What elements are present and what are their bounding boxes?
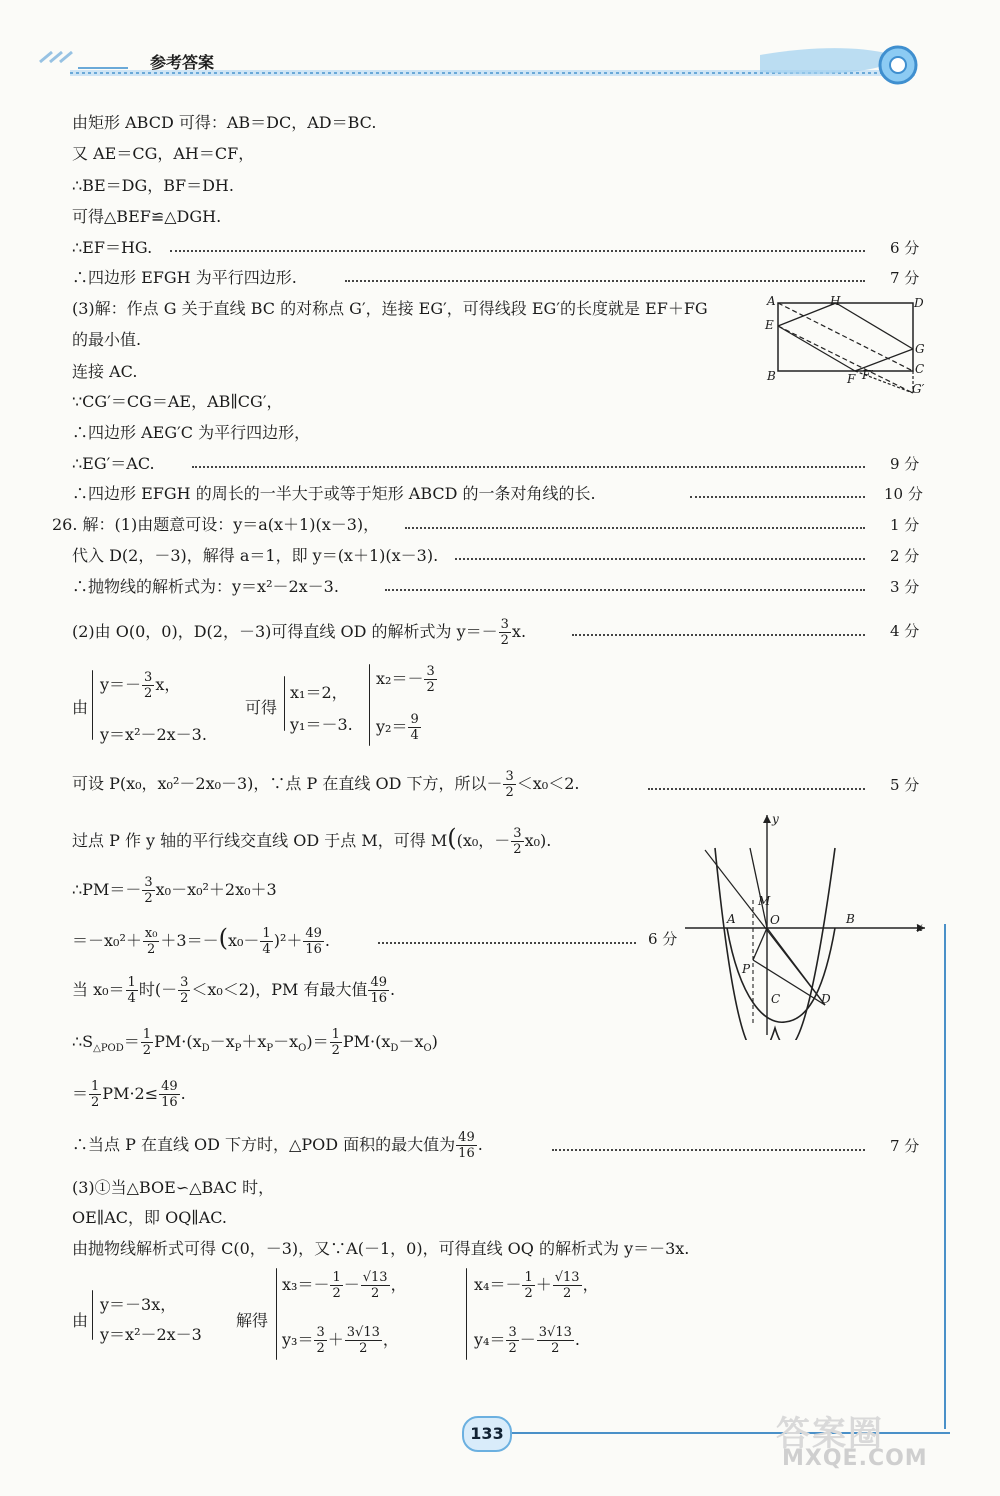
text-span: x，: [155, 675, 181, 694]
text-span: 可设 P(x₀，x₀²－2x₀－3)，∵点 P 在直线 OD 下方，所以－: [72, 774, 503, 793]
watermark-logo: 答案圈: [776, 1414, 884, 1454]
text-line: 由矩形 ABCD 可得：AB＝DC，AD＝BC.: [72, 113, 377, 132]
numerator: √13: [554, 1270, 580, 1285]
text-line: 又 AE＝CG，AH＝CF，: [72, 144, 255, 163]
fig1-label-A: A: [767, 294, 776, 308]
equation: y₁＝－3.: [290, 715, 353, 734]
text-line: [72, 1127, 483, 1163]
numerator: 3: [508, 1325, 517, 1340]
text-span: －x: [273, 1032, 299, 1051]
numerator: 3: [180, 975, 189, 990]
numerator: 1: [331, 1027, 340, 1042]
fig2-label-A: A: [727, 912, 736, 926]
dot-leader: [690, 496, 865, 498]
score-mark: 3 分: [890, 578, 920, 596]
text-span: .: [546, 831, 552, 850]
fraction: [330, 1027, 342, 1058]
text-span: y₂＝: [376, 717, 408, 736]
text-span: y＝－: [100, 675, 142, 694]
dot-leader: [170, 250, 865, 252]
fraction: [141, 1027, 153, 1058]
fig1-label-C: C: [915, 362, 925, 376]
comma: ，: [582, 1275, 599, 1294]
numerator: 3√13: [346, 1325, 380, 1340]
text-span: ＋: [327, 1330, 344, 1349]
header-stripes: [40, 52, 72, 62]
fig1-label-F-prime: F′: [862, 368, 874, 382]
text-span: (2)由 O(0，0)，D(2，－3)可得直线 OD 的解析式为 y＝－: [72, 622, 498, 641]
text-line: 由抛物线解析式可得 C(0，－3)，又∵A(－1，0)，可得直线 OQ 的解析式为 y＝－3x.: [72, 1239, 690, 1258]
numerator: 1: [332, 1270, 341, 1285]
equation: y＝－3x，: [100, 1295, 177, 1314]
numerator: 3√13: [538, 1325, 572, 1340]
subscript: P: [266, 1043, 274, 1055]
dot-leader: [345, 280, 865, 282]
denominator: 2: [180, 991, 189, 1006]
denominator: 2: [371, 1286, 380, 1301]
text-span: ∴PM＝－: [72, 880, 142, 899]
fraction: [499, 617, 511, 648]
fraction: [330, 1270, 342, 1301]
text-span: x.: [511, 622, 527, 641]
text-span: (－: [154, 980, 178, 999]
subscript: O: [423, 1043, 432, 1055]
brace: [92, 670, 93, 740]
text-span: .: [180, 1084, 186, 1103]
text-line: (3)①当△BOE∽△BAC 时，: [72, 1178, 275, 1197]
numerator: √13: [362, 1270, 388, 1285]
numerator: 1: [91, 1079, 100, 1094]
score-mark: 6 分: [890, 239, 920, 257]
fraction: [506, 1325, 518, 1356]
text-span: PM·(x: [342, 1032, 391, 1051]
brace: [369, 664, 370, 746]
text-line: ∴BE＝DG，BF＝DH.: [72, 176, 234, 195]
subscript: P: [234, 1043, 242, 1055]
denominator: 2: [144, 686, 153, 701]
numerator: 49: [305, 926, 322, 941]
score-mark: 7 分: [890, 1137, 920, 1155]
denominator: 2: [500, 633, 509, 648]
subscript: △POD: [93, 1043, 124, 1055]
text-line: ∴抛物线的解析式为：y＝x²－2x－3.: [72, 577, 339, 596]
text-span: )²＋: [273, 931, 303, 950]
fraction: [361, 1270, 390, 1301]
brace: [284, 676, 285, 731]
text-span: .: [324, 931, 331, 950]
fig2-label-B: B: [846, 912, 855, 926]
denominator: 2: [332, 1286, 341, 1301]
fraction: [424, 664, 436, 695]
text-line: [72, 972, 395, 1008]
fig2-label-D: D: [821, 992, 831, 1006]
text-line: ∴四边形 EFGH 为平行四边形.: [72, 268, 297, 287]
text-line: [72, 614, 526, 650]
numerator: 3: [513, 826, 522, 841]
fraction: [260, 926, 272, 957]
fraction: [503, 769, 515, 800]
denominator: 2: [142, 1043, 152, 1058]
denominator: 4: [127, 991, 136, 1006]
subscript: D: [201, 1043, 210, 1055]
score-mark: 6 分: [648, 930, 678, 948]
paren: (: [447, 824, 457, 852]
fig1-label-H: H: [830, 294, 841, 308]
equation: [100, 670, 180, 701]
text-line: ∴四边形 AEG′C 为平行四边形，: [72, 423, 311, 442]
denominator: 4: [410, 728, 419, 743]
denominator: 16: [458, 1146, 475, 1161]
equation: [376, 712, 422, 743]
text-span: .: [574, 1330, 580, 1349]
brace: [92, 1290, 93, 1340]
score-mark: 7 分: [890, 269, 920, 287]
fig1-label-E: E: [765, 318, 774, 332]
denominator: 2: [146, 942, 156, 957]
text-span: 时: [138, 980, 155, 999]
text-span: 过点 P 作 y 轴的平行线交直线 OD 于点 M，可得 M: [72, 831, 448, 850]
comma: ，: [390, 1275, 407, 1294]
denominator: 2: [513, 842, 522, 857]
text-span: y₄＝: [474, 1330, 506, 1349]
text-span: ∴S: [72, 1032, 94, 1051]
system-mid: 解得: [236, 1311, 269, 1330]
text-span: ∴当点 P 在直线 OD 下方时，△POD 面积的最大值为: [72, 1135, 456, 1154]
fig1-label-G: G: [915, 342, 925, 356]
numerator: 1: [127, 975, 136, 990]
score-mark: 10 分: [884, 485, 923, 503]
text-span: .: [477, 1135, 483, 1154]
text-line: [72, 920, 330, 959]
fig1-label-B: B: [767, 369, 776, 383]
text-span: －: [519, 1330, 536, 1349]
text-line: ∵CG′＝CG＝AE，AB∥CG′，: [72, 392, 283, 411]
text-line: 代入 D(2，－3)，解得 a＝1，即 y＝(x＋1)(x－3).: [72, 546, 439, 565]
score-mark: 2 分: [890, 547, 920, 565]
watermark-url: MXQE.COM: [782, 1446, 928, 1471]
denominator: 2: [331, 1043, 340, 1058]
dot-leader: [405, 527, 865, 529]
denominator: 2: [524, 1286, 533, 1301]
text-line: OE∥AC，即 OQ∥AC.: [72, 1208, 228, 1227]
system-mid: 可得: [245, 698, 278, 717]
numerator: 3: [500, 617, 509, 632]
text-span: x₄＝－: [474, 1275, 522, 1294]
fraction: [303, 926, 324, 957]
fig2-label-O: O: [770, 913, 780, 927]
text-span: (x₀，－: [456, 831, 511, 850]
text-span: PM·2≤: [102, 1084, 159, 1103]
denominator: 2: [563, 1286, 572, 1301]
text-span: ＜x₀＜2.: [516, 774, 580, 793]
text-span: ): [431, 1032, 438, 1051]
dot-leader: [648, 788, 865, 790]
text-span: x₃＝－: [282, 1275, 330, 1294]
numerator: 3: [426, 664, 435, 679]
fig1-label-D: D: [914, 296, 924, 310]
fraction: [142, 670, 154, 701]
denominator: 2: [316, 1341, 325, 1356]
text-span: －: [343, 1275, 360, 1294]
numerator: 3: [505, 769, 514, 784]
score-mark: 1 分: [890, 516, 920, 534]
denominator: 4: [262, 942, 271, 957]
text-line: [72, 766, 579, 802]
text-span: －x: [398, 1032, 424, 1051]
dot-leader: [572, 634, 865, 636]
text-line: (3)解：作点 G 关于直线 BC 的对称点 G′，连接 EG′，可得线段 EG′的长度就是 EF＋FG: [72, 299, 708, 318]
denominator: 16: [305, 942, 322, 957]
text-span: x₀－x₀²＋2x₀＋3: [155, 880, 277, 899]
denominator: 2: [91, 1095, 100, 1110]
header-title: 参考答案: [150, 53, 215, 72]
text-span: ＜x₀＜2): [191, 980, 256, 999]
fraction: [89, 1079, 101, 1110]
fraction: [368, 975, 389, 1006]
numerator: 49: [161, 1079, 178, 1094]
text-line: 可得△BEF≌△DGH.: [72, 207, 222, 226]
subscript: O: [298, 1043, 307, 1055]
text-span: 当 x₀＝: [72, 980, 125, 999]
fraction: [345, 1325, 382, 1356]
denominator: 2: [505, 785, 514, 800]
numerator: x₀: [144, 926, 158, 941]
text-span: y₃＝: [282, 1330, 314, 1349]
denominator: 2: [508, 1341, 517, 1356]
denominator: 16: [370, 991, 388, 1006]
system-prefix: 由: [72, 1311, 89, 1330]
text-line: 连接 AC.: [72, 362, 138, 381]
equation: [282, 1270, 407, 1301]
denominator: 2: [359, 1341, 368, 1356]
equation: [282, 1325, 399, 1356]
text-span: ＋3＝－: [160, 931, 219, 950]
numerator: 49: [370, 975, 388, 990]
equation: [474, 1325, 580, 1356]
fraction: [159, 1079, 180, 1110]
parabola-figure: [685, 810, 935, 1040]
text-span: ＋x: [241, 1032, 267, 1051]
text-span: ＝: [72, 1084, 89, 1103]
numerator: 9: [410, 712, 419, 727]
text-span: ，PM 有最大值: [255, 980, 368, 999]
text-line: ∴四边形 EFGH 的周长的一半大于或等于矩形 ABCD 的一条对角线的长.: [72, 484, 596, 503]
fig2-label-x: x: [916, 920, 923, 934]
text-line: [72, 872, 277, 908]
dot-leader: [192, 466, 865, 468]
text-line: [72, 1076, 186, 1112]
denominator: 16: [161, 1095, 178, 1110]
rectangle-figure: [760, 293, 935, 403]
dot-leader: [378, 942, 636, 944]
text-line: ∴EF＝HG.: [72, 238, 153, 257]
equation: [474, 1270, 599, 1301]
numerator: 1: [524, 1270, 533, 1285]
text-line: ∴EG′＝AC.: [72, 454, 155, 473]
text-span: PM·(x: [154, 1032, 202, 1051]
text-line: [72, 820, 551, 859]
fraction: [456, 1130, 477, 1161]
brace: [466, 1268, 467, 1360]
fraction: [511, 826, 523, 857]
brace: [276, 1268, 277, 1360]
equation: [376, 664, 438, 695]
equation: y＝x²－2x－3.: [100, 725, 207, 744]
text-line: [72, 1024, 438, 1067]
text-span: ＋: [535, 1275, 552, 1294]
comma: ，: [382, 1330, 399, 1349]
text-span: x₀): [524, 831, 547, 850]
fraction: [142, 875, 154, 906]
fraction: [537, 1325, 574, 1356]
fraction: [314, 1325, 326, 1356]
text-span: )＝: [306, 1032, 329, 1051]
fig2-label-P: P: [742, 962, 751, 976]
margin-rule: [944, 924, 946, 1429]
score-mark: 9 分: [890, 455, 920, 473]
score-mark: 5 分: [890, 776, 920, 794]
numerator: 3: [316, 1325, 325, 1340]
fig1-label-G-prime: G′: [912, 382, 925, 396]
numerator: 1: [262, 926, 271, 941]
numerator: 3: [144, 875, 153, 890]
page-header-banner: [0, 0, 1000, 90]
fraction: [553, 1270, 582, 1301]
system-prefix: 由: [72, 698, 89, 717]
text-span: ＝: [123, 1032, 140, 1051]
fig1-label-F: F: [847, 372, 856, 386]
fraction: [408, 712, 420, 743]
text-span: x₂＝－: [376, 669, 424, 688]
fig2-label-C: C: [771, 992, 781, 1006]
score-mark: 4 分: [890, 622, 920, 640]
text-line: 的最小值.: [72, 330, 142, 349]
text-span: ＝－x₀²＋: [72, 931, 142, 950]
dot-leader: [552, 1149, 865, 1151]
denominator: 2: [426, 680, 435, 695]
page-number: 133: [462, 1416, 512, 1452]
text-span: x₀－: [227, 931, 260, 950]
fraction: [126, 975, 138, 1006]
fraction: [178, 975, 190, 1006]
text-span: －x: [209, 1032, 235, 1051]
equation: y＝x²－2x－3: [100, 1325, 202, 1344]
text-line: 26. 解：(1)由题意可设：y＝a(x＋1)(x－3)，: [52, 515, 380, 534]
numerator: 49: [458, 1130, 475, 1145]
subscript: D: [390, 1043, 399, 1055]
numerator: 1: [142, 1027, 152, 1042]
dot-leader: [385, 589, 865, 591]
fraction: [143, 926, 160, 957]
denominator: 2: [551, 1341, 560, 1356]
paren: (: [218, 924, 228, 952]
equation: x₁＝2，: [290, 683, 348, 702]
denominator: 2: [144, 891, 153, 906]
fig2-label-M: M: [758, 894, 771, 908]
text-span: .: [390, 980, 396, 999]
dot-leader: [455, 558, 865, 560]
fig2-label-y: y: [772, 812, 779, 826]
fraction: [522, 1270, 534, 1301]
numerator: 3: [144, 670, 153, 685]
